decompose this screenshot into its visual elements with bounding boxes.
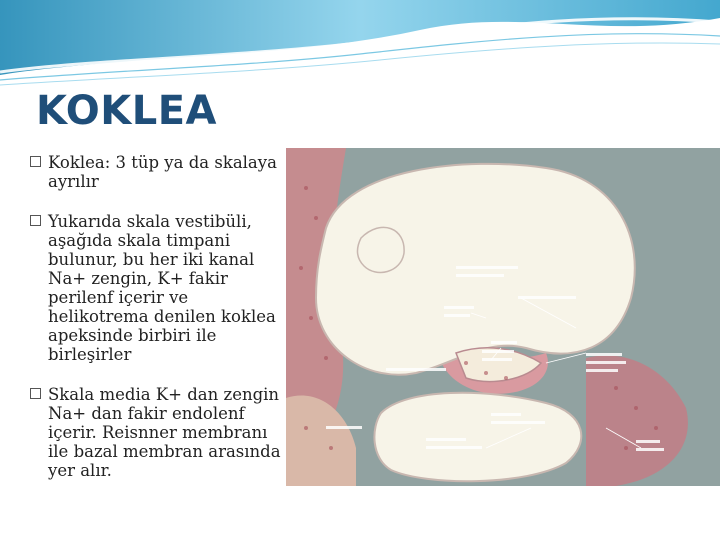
cochlea-histology-image (286, 148, 720, 486)
bullet-text: Yukarıda skala vestibüli, aşağıda skala timpani bulunur, bu her iki kanal Na+ zengin, K+ fakir perilenf içerir ve helikotrema denilen koklea apeksinde birbiri ile birleşirler (48, 212, 276, 364)
bullet-text: Koklea: 3 tüp ya da skalaya ayrılır (48, 153, 277, 191)
bullet-item (28, 212, 290, 364)
header-wave-decoration (0, 0, 720, 90)
bullet-box-icon (30, 388, 41, 399)
slide-title: KOKLEA (36, 88, 217, 134)
bullet-item (28, 385, 290, 480)
bullet-box-icon (30, 215, 41, 226)
bullet-list (28, 153, 290, 480)
bullet-box-icon (30, 156, 41, 167)
bullet-text: Skala media K+ dan zengin Na+ dan fakir endolenf içerir. Reisnner membranı ile bazal membran arasında yer alır. (48, 385, 281, 480)
bullet-item (28, 153, 290, 191)
